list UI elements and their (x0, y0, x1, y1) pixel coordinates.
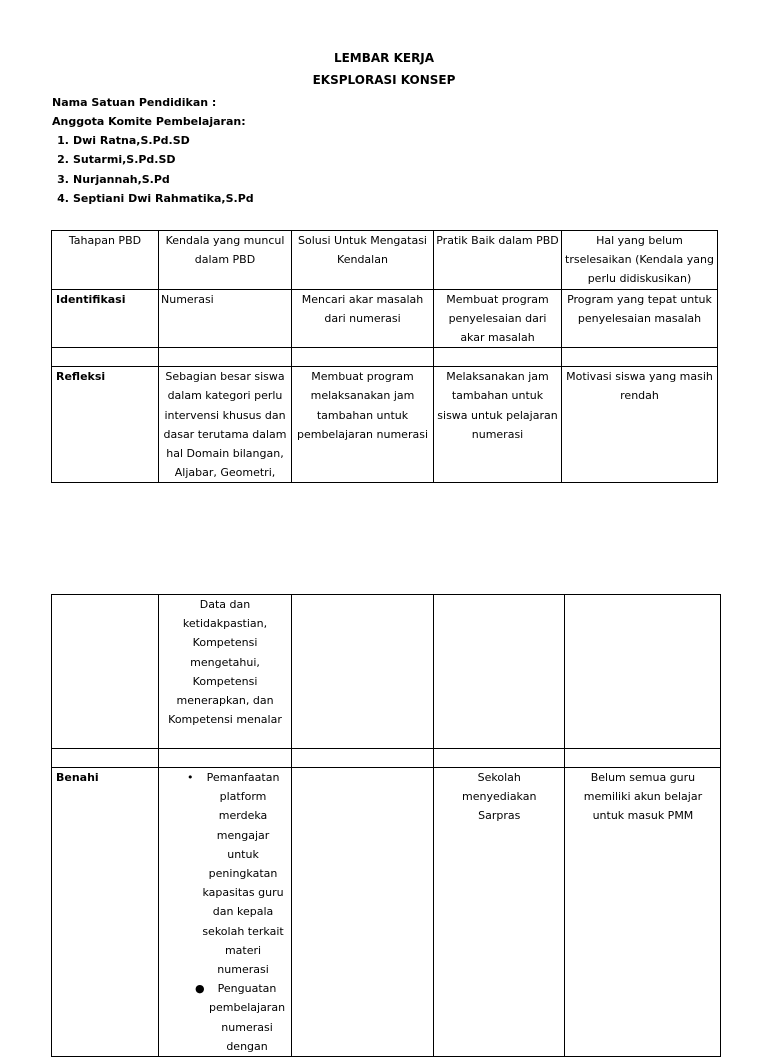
worksheet-title: LEMBAR KERJA (333, 51, 435, 65)
table-header-row (52, 231, 718, 290)
bullet-text: Penguatan pembelajaran numerasi dengan (209, 982, 286, 1053)
committee-label: Anggota Komite Pembelajaran: (52, 115, 246, 128)
practice-cell (434, 768, 565, 1057)
header-unresolved: Hal yang belum trselesaikan (Kendala yang perlu didiskusikan) (562, 231, 718, 290)
solution-cell: Membuat program melaksanakan jam tambahan untuk pembelajaran numerasi (292, 367, 434, 483)
stage-cell: Refleksi (52, 367, 159, 483)
solution-cell (292, 768, 434, 1057)
table-row-benahi (52, 768, 721, 1057)
bullet-icon: ● (195, 982, 205, 996)
header-obstacle: Kendala yang muncul dalam PBD (159, 231, 292, 290)
obstacle-cell: Data dan ketidakpastian, Kompetensi mengetahui, Kompetensi menerapkan, dan Kompetensi menalar (159, 595, 292, 749)
obstacle-cell: Sebagian besar siswa dalam kategori perlu intervensi khusus dan dasar terutama dalam hal Domain bilangan, Aljabar, Geometri, (159, 367, 292, 483)
list-number: 3. (57, 172, 69, 186)
member-name: Nurjannah,S.Pd (73, 172, 170, 186)
list-number: 2. (57, 153, 69, 167)
stage-cell: Benahi (52, 768, 159, 1057)
table-row-spacer (52, 348, 718, 367)
list-item (161, 979, 289, 1056)
header-solution: Solusi Untuk Mengatasi Kendalan (292, 231, 434, 290)
table-row-spacer (52, 749, 721, 768)
list-item (52, 170, 254, 189)
bullet-icon: • (187, 771, 194, 784)
practice-cell: Melaksanakan jam tambahan untuk siswa untuk pelajaran numerasi (434, 367, 562, 483)
committee-members-list (52, 131, 254, 208)
member-name: Septiani Dwi Rahmatika,S.Pd (73, 191, 254, 205)
member-name: Dwi Ratna,S.Pd.SD (73, 134, 190, 147)
member-name: Sutarmi,S.Pd.SD (73, 153, 176, 167)
list-item (52, 150, 254, 169)
bullet-text: Pemanfaatan platform merdeka mengajar untuk peningkatan kapasitas guru dan kepala sekolah terkait materi numerasi (202, 771, 284, 977)
solution-cell: Mencari akar masalah dari numerasi (292, 289, 434, 348)
practice-cell: Membuat program penyelesaian dari akar masalah (434, 289, 562, 348)
unresolved-cell: Belum semua guru memiliki akun belajar untuk masuk PMM (565, 768, 721, 1057)
header-stage: Tahapan PBD (52, 231, 159, 290)
stage-cell: Identifikasi (52, 289, 159, 348)
unresolved-cell: Motivasi siswa yang masih rendah (562, 367, 718, 483)
obstacle-cell: Numerasi (159, 289, 292, 348)
list-number: 1. (57, 134, 69, 147)
table-row-refleksi-continued (52, 595, 721, 749)
pbd-table-page2 (51, 594, 721, 1057)
list-number: 4. (57, 191, 69, 205)
table-row-identifikasi (52, 289, 718, 348)
header-practice: Pratik Baik dalam PBD (434, 231, 562, 290)
unresolved-cell: Program yang tepat untuk penyelesaian masalah (562, 289, 718, 348)
practice-text: Sekolah menyediakan Sarpras (462, 771, 537, 823)
pbd-table-page1 (51, 230, 718, 483)
obstacle-cell (159, 768, 292, 1057)
list-item (52, 189, 254, 208)
worksheet-subtitle: EKSPLORASI KONSEP (312, 73, 456, 87)
table-row-refleksi (52, 367, 718, 483)
list-item (161, 768, 289, 979)
list-item (52, 131, 254, 150)
school-name-label: Nama Satuan Pendidikan : (52, 96, 217, 109)
